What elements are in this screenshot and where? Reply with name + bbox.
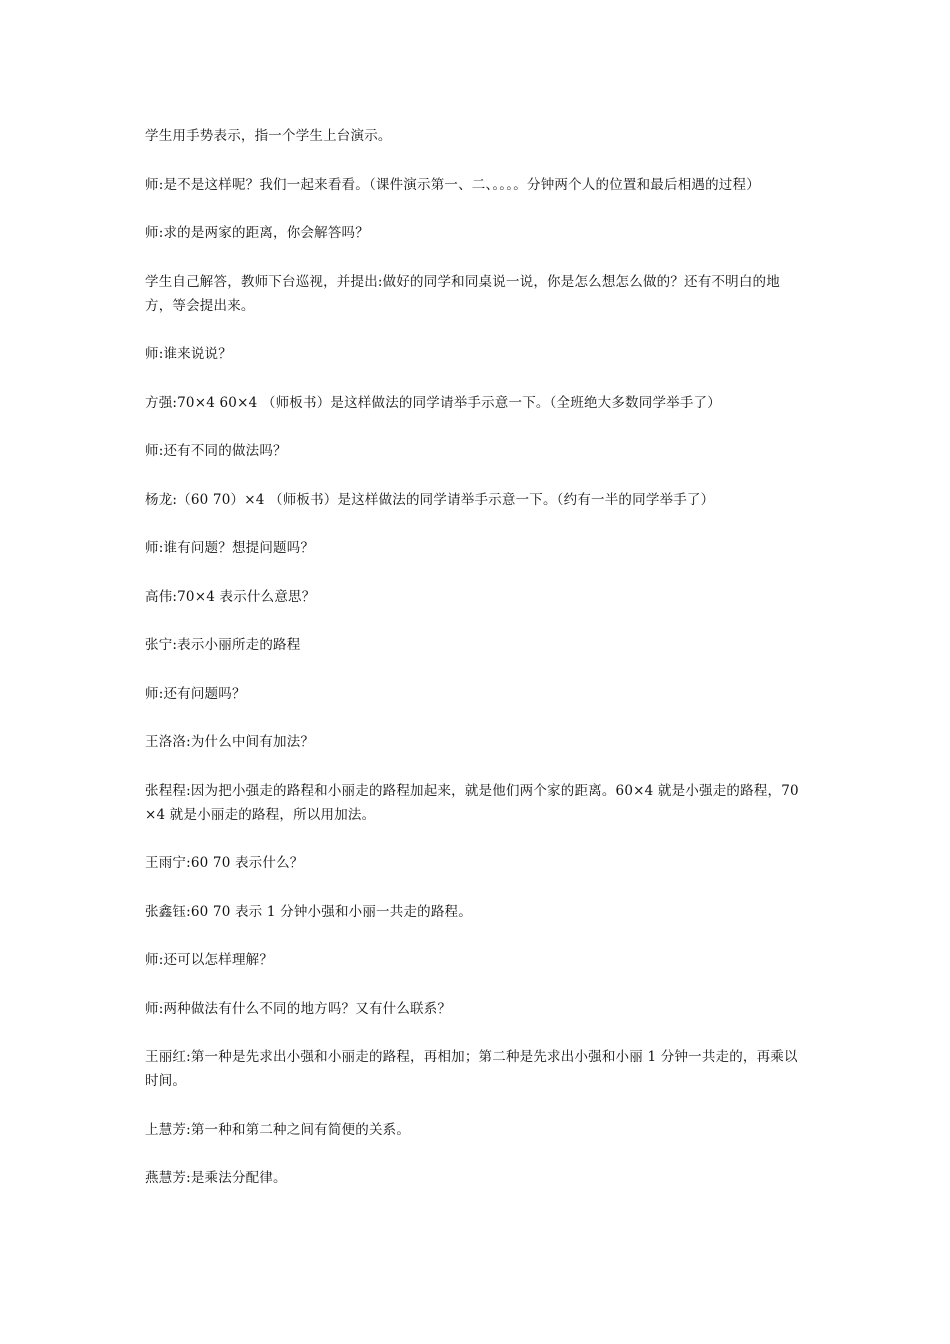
paragraph: 张宁:表示小丽所走的路程 xyxy=(145,637,301,653)
paragraph: 学生自己解答，教师下台巡视，并提出:做好的同学和同桌说一说，你是怎么想怎么做的？还有不明白的地方，等会提出来。 xyxy=(145,273,780,314)
paragraph: 张鑫钰:60 70 表示 1 分钟小强和小丽一共走的路程。 xyxy=(145,903,472,920)
paragraph: 王丽红:第一种是先求出小强和小丽走的路程，再相加；第二种是先求出小强和小丽 1 分钟一共走的，再乘以时间。 xyxy=(145,1049,798,1089)
paragraph: 王洛洛:为什么中间有加法？ xyxy=(145,734,315,750)
paragraph: 上慧芳:第一种和第二种之间有简便的关系。 xyxy=(145,1121,411,1138)
paragraph: 师:还可以怎样理解？ xyxy=(145,952,274,968)
paragraph: 杨龙:（60 70）×4 （师板书）是这样做法的同学请举手示意一下。（约有一半的同学举手了） xyxy=(145,491,715,508)
document-body xyxy=(145,124,805,1215)
paragraph: 张程程:因为把小强走的路程和小丽走的路程加起来，就是他们两个家的距离。60×4 就是小强走的路程，70×4 就是小丽走的路程，所以用加法。 xyxy=(145,782,799,823)
paragraph: 燕慧芳:是乘法分配律。 xyxy=(145,1170,287,1186)
paragraph: 师:还有不同的做法吗？ xyxy=(145,443,287,459)
paragraph: 王雨宁:60 70 表示什么？ xyxy=(145,855,304,871)
paragraph: 方强:70×4 60×4 （师板书）是这样做法的同学请举手示意一下。（全班绝大多数同学举手了） xyxy=(145,394,721,411)
paragraph: 师:是不是这样呢？我们一起来看看。（课件演示第一、二、。。。。分钟两个人的位置和最后相遇的过程） xyxy=(145,176,760,193)
paragraph: 师:谁来说说？ xyxy=(145,346,232,362)
paragraph: 师:还有问题吗？ xyxy=(145,685,246,702)
paragraph: 学生用手势表示，指一个学生上台演示。 xyxy=(145,128,392,144)
paragraph: 师:谁有问题？想提问题吗？ xyxy=(145,540,315,556)
paragraph: 师:两种做法有什么不同的地方吗？又有什么联系？ xyxy=(145,1000,452,1017)
paragraph: 师:求的是两家的距离，你会解答吗？ xyxy=(145,225,369,241)
paragraph: 高伟:70×4 表示什么意思？ xyxy=(145,588,316,605)
